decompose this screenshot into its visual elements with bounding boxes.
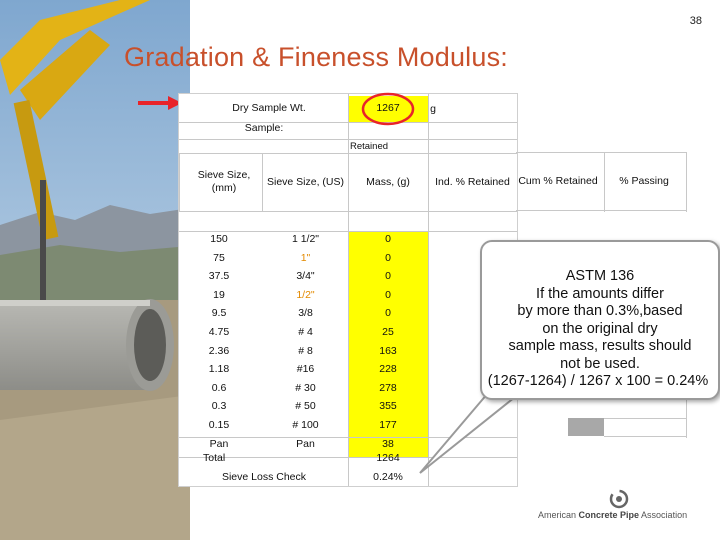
header-sieve-us: Sieve Size, (US): [266, 176, 345, 188]
header-cum-pct: Cum % Retained: [518, 175, 598, 187]
grid-line: [179, 153, 180, 211]
grid-line: [686, 152, 687, 212]
background-photo: [0, 0, 190, 540]
grid-line: [604, 152, 605, 212]
logo-text-part-3: Association: [639, 510, 688, 520]
retained-label: Retained: [349, 141, 389, 152]
row-sieve-us: 1": [300, 252, 311, 264]
header-mass: Mass, (g): [366, 176, 410, 188]
page-number: 38: [689, 15, 702, 27]
construction-photo-illustration: [0, 0, 190, 540]
grid-line: [516, 152, 686, 153]
dry-sample-unit: g: [430, 103, 436, 115]
logo-text-part-1: American: [538, 510, 579, 520]
logo-text-part-2: Concrete Pipe: [578, 510, 640, 520]
row-mass: 163: [379, 345, 397, 357]
row-sieve-us: 1/2": [296, 289, 315, 301]
callout-line-6: not be used.: [560, 355, 640, 372]
slide-title: Gradation & Fineness Modulus:: [124, 42, 508, 72]
row-sieve-us: 3/8: [298, 307, 313, 319]
row-sieve-mm: 0.15: [208, 419, 230, 431]
grid-line: [604, 418, 686, 419]
row-mass: 0: [385, 233, 391, 245]
header-passing: % Passing: [619, 175, 669, 187]
acpa-logo-text: [538, 510, 708, 520]
row-mass: 0: [385, 289, 391, 301]
grid-line: [604, 436, 686, 437]
callout-line-7: (1267-1264) / 1267 x 100 = 0.24%: [487, 373, 709, 389]
callout-line-2: If the amounts differ: [536, 285, 664, 302]
row-mass: 0: [385, 307, 391, 319]
row-mass: 25: [382, 326, 394, 338]
row-mass: 177: [379, 419, 397, 431]
row-sieve-mm: 37.5: [208, 270, 230, 282]
row-sieve-us: #16: [296, 363, 315, 375]
callout-line-4: on the original dry: [542, 320, 658, 337]
sample-label: Sample:: [244, 122, 284, 134]
row-mass: 38: [382, 438, 394, 450]
row-sieve-mm: 0.6: [211, 382, 227, 394]
arrow-right-icon: [138, 96, 182, 110]
row-sieve-mm: 19: [213, 289, 225, 301]
row-sieve-mm: 4.75: [208, 326, 230, 338]
dry-sample-label: Dry Sample Wt.: [232, 102, 306, 114]
acpa-swirl-icon: [608, 488, 630, 510]
total-label: Total: [203, 452, 226, 464]
total-value: 1264: [376, 452, 400, 464]
sieve-loss-value: 0.24%: [373, 471, 403, 483]
row-mass: 278: [379, 382, 397, 394]
row-sieve-us: # 100: [292, 419, 319, 431]
row-sieve-us: 3/4": [296, 270, 315, 282]
header-ind-pct: Ind. % Retained: [435, 176, 510, 188]
acpa-logo: [538, 488, 708, 528]
row-mass: 228: [379, 363, 397, 375]
row-sieve-mm: 75: [213, 252, 225, 264]
grid-line: [516, 210, 686, 211]
row-sieve-mm: 9.5: [211, 307, 227, 319]
row-mass: 0: [385, 252, 391, 264]
callout-line-3: by more than 0.3%,based: [517, 303, 683, 319]
callout-line-1: ASTM 136: [565, 268, 635, 284]
row-mass: 0: [385, 270, 391, 282]
grid-line: [686, 398, 687, 438]
row-mass: 355: [379, 400, 397, 412]
highlight-circle: [360, 91, 416, 127]
row-sieve-us: # 8: [298, 345, 313, 357]
row-sieve-mm: 2.36: [208, 345, 230, 357]
sieve-loss-label: Sieve Loss Check: [221, 471, 307, 483]
row-sieve-mm: Pan: [209, 438, 229, 450]
row-sieve-mm: 150: [210, 233, 228, 245]
row-sieve-mm: 1.18: [208, 363, 230, 375]
row-sieve-us: # 50: [295, 400, 316, 412]
row-sieve-us: # 30: [295, 382, 316, 394]
row-sieve-us: 1 1/2": [291, 233, 320, 245]
astm-callout: [480, 240, 720, 400]
row-sieve-us: # 4: [298, 326, 313, 338]
dry-sample-value: 1267: [376, 102, 400, 114]
row-sieve-mm: 0.3: [211, 400, 227, 412]
shaded-cell: [568, 418, 604, 436]
header-sieve-mm: Sieve Size, (mm): [197, 169, 251, 194]
callout-line-5: sample mass, results should: [508, 338, 692, 354]
callout-text: [482, 268, 718, 391]
row-sieve-us: Pan: [296, 438, 315, 450]
